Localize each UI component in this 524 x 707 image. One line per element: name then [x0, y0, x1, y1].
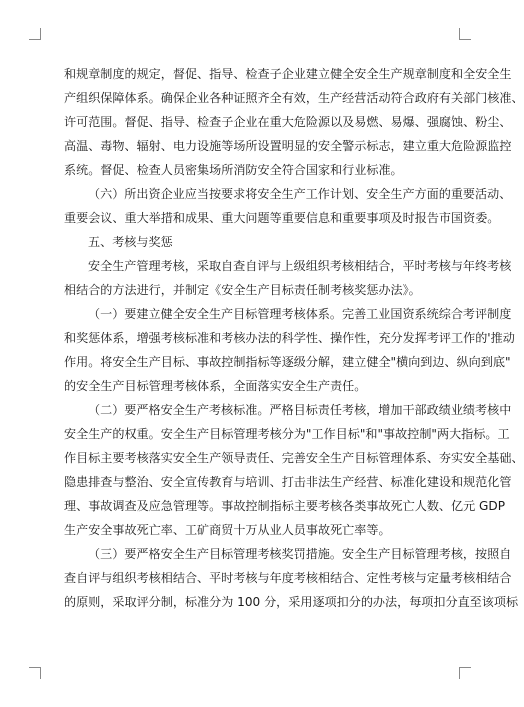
paragraph-start: （一）要建立健全安全生产目标管理考核体系。完善工业国资系统综合考评制度: [88, 307, 512, 321]
crop-mark-top-right-v: [459, 28, 460, 40]
crop-mark-top-right-h: [459, 39, 471, 40]
crop-mark-top-left-v: [40, 28, 41, 40]
crop-mark-bottom-right-h: [459, 667, 471, 668]
text-line: 隐患排查与整治、安全宣传教育与培训、打击非法生产经营、标准化建设和规范化管: [64, 475, 512, 489]
paragraph-start: 安全生产管理考核，采取自查自评与上级组织考核相结合，平时考核与年终考核: [88, 259, 512, 273]
section-heading: 五、考核与奖惩: [88, 235, 173, 249]
text-line: 重要会议、重大举措和成果、重大问题等重要信息和重要事项及时报告市国资委。: [64, 211, 500, 225]
text-line: 的安全生产目标管理考核体系，全面落实安全生产责任。: [64, 379, 367, 393]
text-line: 安全生产的权重。安全生产目标管理考核分为"工作目标"和"事故控制"两大指标。工: [64, 427, 510, 441]
paragraph-start: （六）所出资企业应当按要求将安全生产工作计划、安全生产方面的重要活动、: [88, 187, 512, 201]
text-line: 作用。将安全生产目标、事故控制指标等逐级分解，建立健全"横向到边、纵向到底": [64, 355, 511, 369]
text-line: 生产安全事故死亡率、工矿商贸十万从业人员事故死亡率等。: [64, 523, 391, 537]
text-line: 系统。督促、检查人员密集场所消防安全符合国家和行业标准。: [64, 163, 403, 177]
text-line: 和奖惩体系，增强考核标准和考核办法的科学性、操作性，充分发挥考评工作的'推动: [64, 331, 515, 345]
document-body: [64, 62, 524, 614]
text-line: 相结合的方法进行，并制定《安全生产目标责任制考核奖惩办法》。: [64, 283, 421, 297]
text-line: 产组织保障体系。确保企业各种证照齐全有效，生产经营活动符合政府有关部门核准、: [64, 91, 524, 105]
crop-mark-bottom-left-v: [40, 667, 41, 679]
text-line: 查自评与组织考核相结合、平时考核与年度考核相结合、定性考核与定量考核相结合: [64, 571, 512, 585]
paragraph-start: （二）要严格安全生产考核标准。严格目标责任考核，增加干部政绩业绩考核中: [88, 403, 512, 417]
text-line: 高温、毒物、辐射、电力设施等场所设置明显的安全警示标志，建立重大危险源监控: [64, 139, 512, 153]
crop-mark-bottom-right-v: [459, 667, 460, 679]
text-line: 理、事故调查及应急管理等。事故控制指标主要考核各类事故死亡人数、亿元 GDP: [64, 499, 506, 513]
text-line: 和规章制度的规定，督促、指导、检查子企业建立健全安全生产规章制度和全安全生: [64, 67, 512, 81]
text-line: 的原则，采取评分制，标准分为 100 分，采用逐项扣分的办法，每项扣分直至该项标: [64, 595, 519, 609]
paragraph-start: （三）要严格安全生产目标管理考核奖罚措施。安全生产目标管理考核，按照自: [88, 547, 512, 561]
text-line: 作目标主要考核落实安全生产领导责任、完善安全生产目标管理体系、夯实安全基础、: [64, 451, 524, 465]
text-line: 许可范围。督促、指导、检查子企业在重大危险源以及易燃、易爆、强腐蚀、粉尘、: [64, 115, 512, 129]
